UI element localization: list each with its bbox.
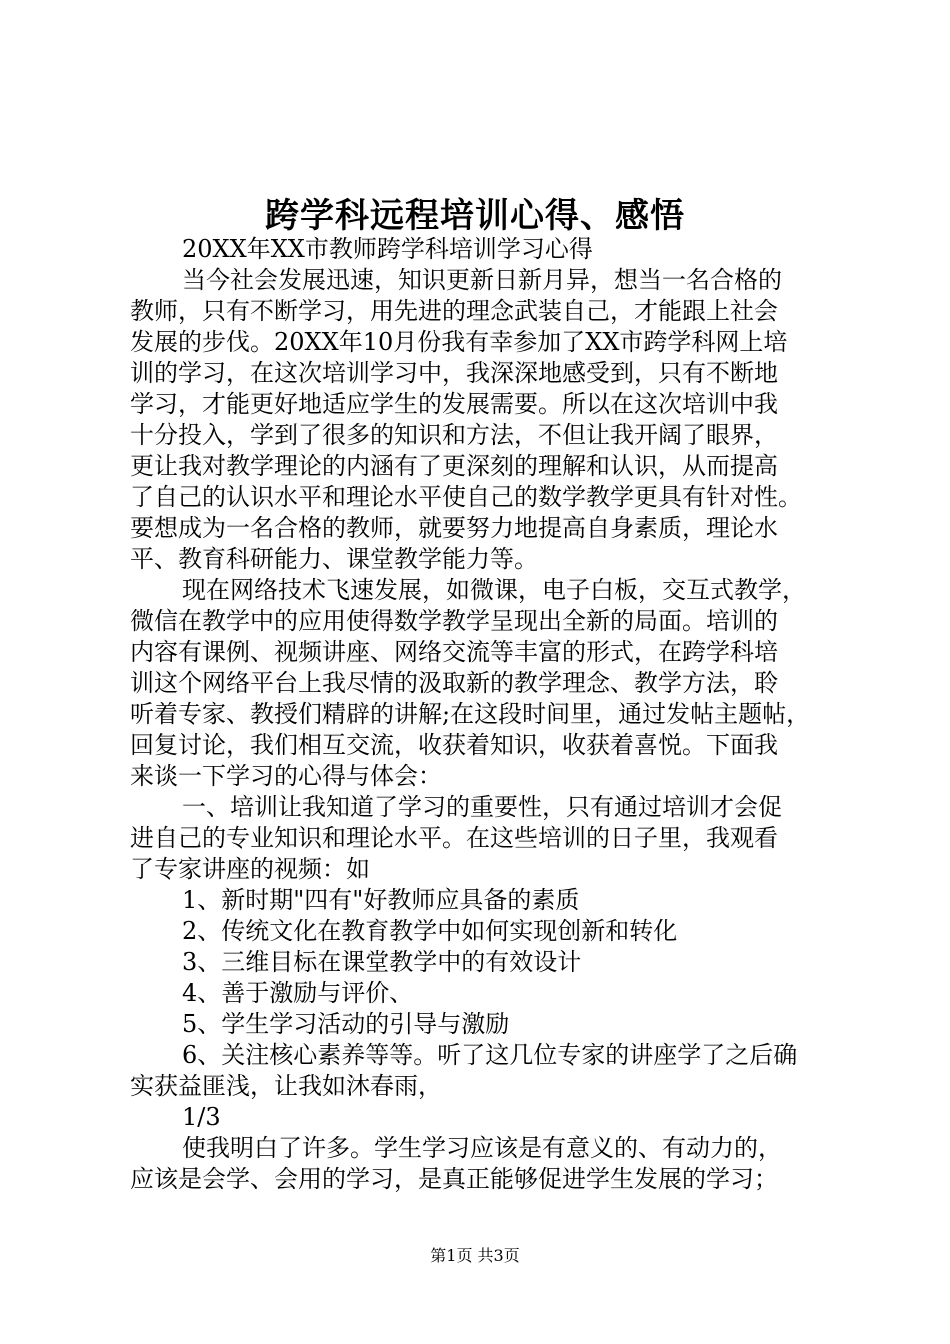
paragraph-line: 了自己的认识水平和理论水平使自己的数学教学更具有针对性。 xyxy=(130,483,802,511)
paragraph-line: 进自己的专业知识和理论水平。在这些培训的日子里，我观看 xyxy=(130,824,778,852)
paragraph-line: 20XX年XX市教师跨学科培训学习心得 xyxy=(182,235,593,263)
paragraph-line: 要想成为一名合格的教师，就要努力地提高自身素质，理论水 xyxy=(130,514,778,542)
paragraph-line: 更让我对教学理论的内涵有了更深刻的理解和认识，从而提高 xyxy=(130,452,778,480)
paragraph-line: 现在网络技术飞速发展，如微课，电子白板，交互式教学， xyxy=(182,576,806,604)
paragraph-line: 来谈一下学习的心得与体会： xyxy=(130,762,442,790)
list-item: 3、三维目标在课堂教学中的有效设计 xyxy=(182,948,582,976)
paragraph-line: 实获益匪浅，让我如沐春雨， xyxy=(130,1072,442,1100)
list-item: 6、关注核心素养等等。听了这几位专家的讲座学了之后确 xyxy=(182,1041,798,1069)
section-page-marker: 1/3 xyxy=(182,1103,221,1131)
list-item: 4、善于激励与评价、 xyxy=(182,979,414,1007)
paragraph-line: 回复讨论，我们相互交流，收获着知识，收获着喜悦。下面我 xyxy=(130,731,778,759)
paragraph-line: 内容有课例、视频讲座、网络交流等丰富的形式，在跨学科培 xyxy=(130,638,778,666)
paragraph-line: 训这个网络平台上我尽情的汲取新的教学理念、教学方法，聆 xyxy=(130,669,778,697)
list-item: 1、新时期"四有"好教师应具备的素质 xyxy=(182,886,580,914)
paragraph-line: 平、教育科研能力、课堂教学能力等。 xyxy=(130,545,538,573)
paragraph-line: 学习，才能更好地适应学生的发展需要。所以在这次培训中我 xyxy=(130,390,778,418)
paragraph-line: 训的学习，在这次培训学习中，我深深地感受到，只有不断地 xyxy=(130,359,778,387)
paragraph-line: 使我明白了许多。学生学习应该是有意义的、有动力的， xyxy=(182,1134,782,1162)
paragraph-line: 了专家讲座的视频：如 xyxy=(130,855,370,883)
document-body xyxy=(130,234,830,1195)
page-footer: 第1页 共3页 xyxy=(430,1246,520,1265)
paragraph-line: 发展的步伐。20XX年10月份我有幸参加了XX市跨学科网上培 xyxy=(130,328,788,356)
paragraph-line: 当今社会发展迅速，知识更新日新月异，想当一名合格的 xyxy=(182,266,782,294)
paragraph-line: 微信在教学中的应用使得数学教学呈现出全新的局面。培训的 xyxy=(130,607,778,635)
page-title: 跨学科远程培训心得、感悟 xyxy=(265,196,685,236)
paragraph-line: 十分投入，学到了很多的知识和方法，不但让我开阔了眼界， xyxy=(130,421,778,449)
paragraph-line: 听着专家、教授们精辟的讲解;在这段时间里，通过发帖主题帖， xyxy=(130,700,811,728)
list-item: 5、学生学习活动的引导与激励 xyxy=(182,1010,510,1038)
paragraph-line: 应该是会学、会用的学习，是真正能够促进学生发展的学习； xyxy=(130,1165,778,1193)
list-item: 2、传统文化在教育教学中如何实现创新和转化 xyxy=(182,917,678,945)
paragraph-line: 教师，只有不断学习，用先进的理念武装自己，才能跟上社会 xyxy=(130,297,778,325)
paragraph-line: 一、培训让我知道了学习的重要性，只有通过培训才会促 xyxy=(182,793,782,821)
